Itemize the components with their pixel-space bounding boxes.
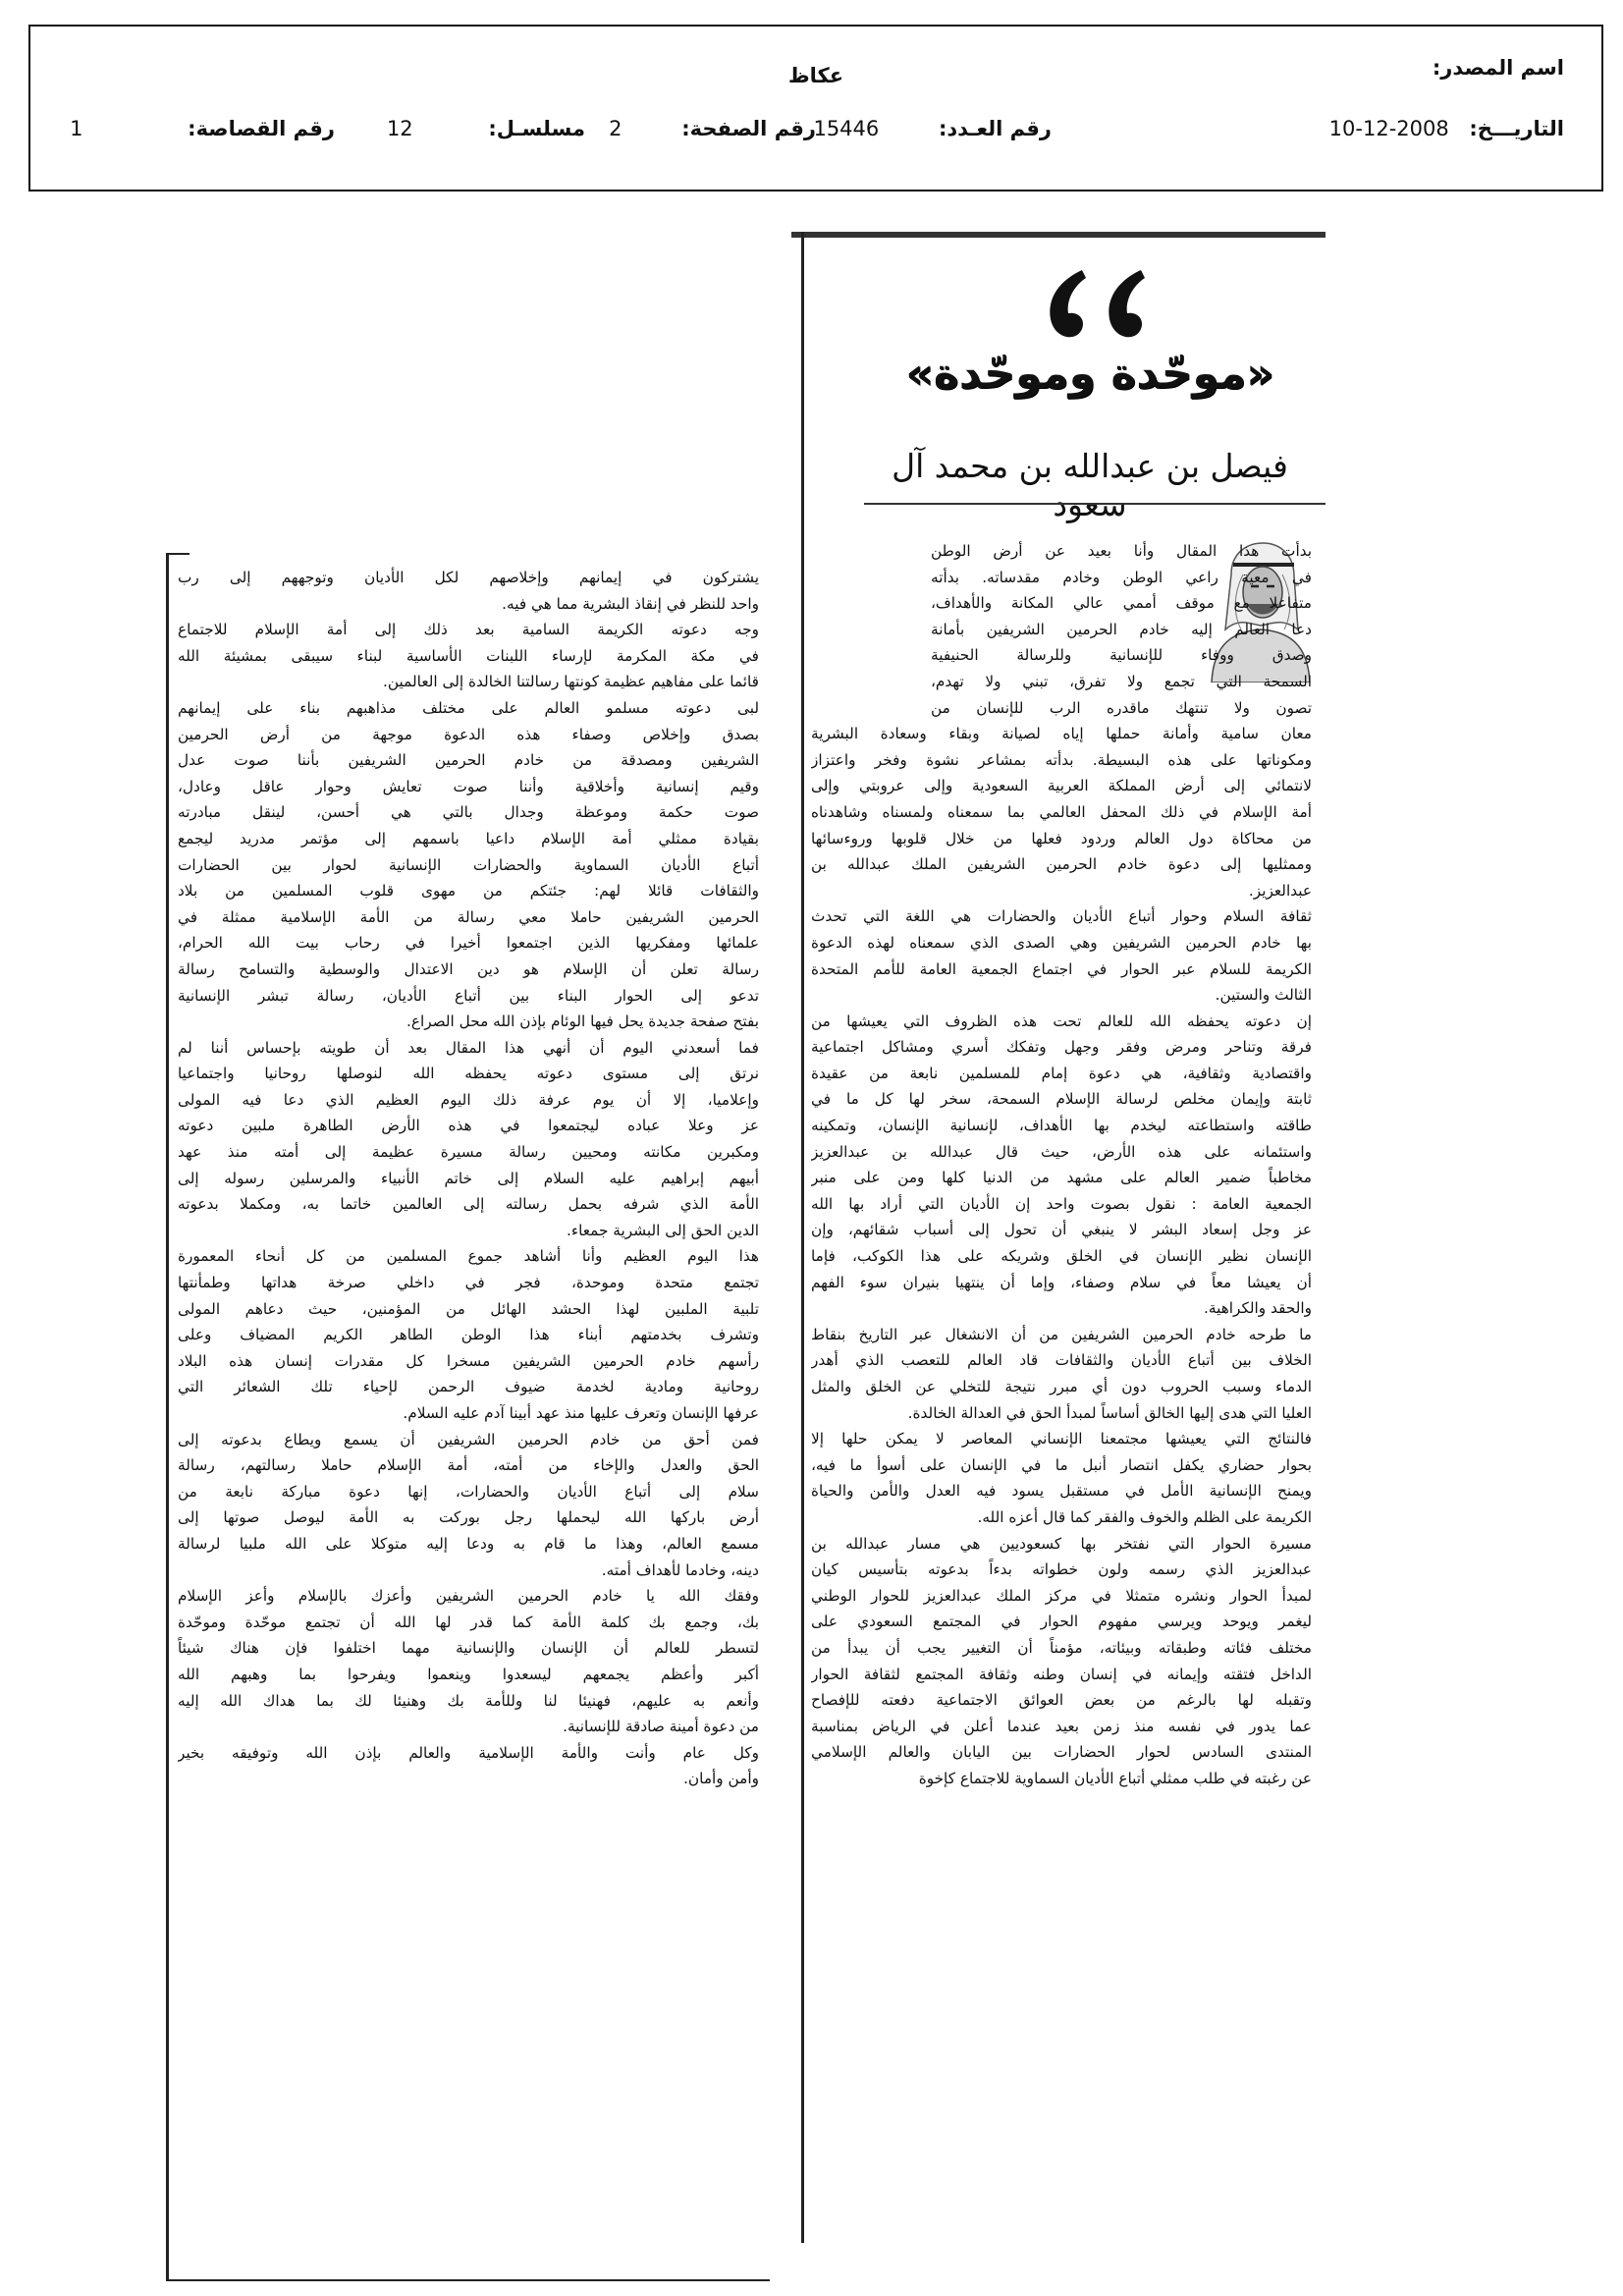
paragraph bbox=[811, 1009, 1312, 1322]
text-line: لبى دعوته مسلمو العالم على مختلف مذاهبهم بناء على إيمانهم bbox=[178, 698, 759, 717]
paragraph bbox=[178, 695, 759, 1035]
text-line: بك، وجمع بك كلمة الأمة كما قدر لها الله أن تجتمع موحّدة وموحّدة bbox=[178, 1613, 759, 1631]
text-line: فما أسعدني اليوم أن أنهي هذا المقال بعد أن طويته بإحساس أننا لم bbox=[178, 1038, 759, 1057]
text-line: عما يدور في نفسه منذ زمن بعيد عندما أعلن في الرياض بمناسبة bbox=[811, 1717, 1312, 1735]
article-title: «موحّدة وموحّدة» bbox=[905, 349, 1274, 399]
text-line: نرتق إلى مستوى دعوته يحفظه الله لنوصلها روحانيا واجتماعيا bbox=[178, 1065, 759, 1083]
text-line: ليغمر ويوحد ويرسي مفهوم الحوار في المجتمع السعودي على bbox=[811, 1613, 1312, 1631]
text-line: روحانية ومادية لخدمة ضيوف الرحمن لإحياء تلك الشعائر التي bbox=[178, 1378, 759, 1396]
text-line: فرقة وتناحر ومرض وفقر وجهل وتفكك أسري ومشاكل اجتماعية bbox=[811, 1038, 1312, 1057]
text-line: أرض باركها الله ليحملها رجل بوركت به الأمة ليوصل صوتها إلى bbox=[178, 1508, 759, 1527]
text-line: عرفها الإنسان وتعرف عليها منذ عهد أبينا آدم عليه السلام. bbox=[403, 1404, 759, 1422]
text-line: والحقد والكراهية. bbox=[1204, 1299, 1312, 1318]
article-top-rule bbox=[791, 232, 1325, 238]
right-column bbox=[811, 538, 1312, 1792]
text-line: بقيادة ممثلي أمة الإسلام داعيا باسمهم إلى مؤتمر مدريد ليجمع bbox=[178, 829, 759, 847]
text-line: إن دعوته يحفظه الله للعالم تحت هذه الظروف التي يعيشها من bbox=[811, 1011, 1312, 1030]
text-line: الشريفين ومصدقة من خادم الحرمين الشريفين بأننا صوت عدل bbox=[178, 751, 759, 770]
text-line: والثقافات قائلا لهم: جئتكم من مهوى قلوب المسلمين من بلاد bbox=[178, 882, 759, 901]
text-line: الداخل فتقته وإيمانه في إنسان وطنه وثقافة المجتمع لثقافة الحوار bbox=[811, 1665, 1312, 1683]
paragraph bbox=[178, 1427, 759, 1584]
author-rule bbox=[864, 503, 1325, 505]
paragraph bbox=[811, 1322, 1312, 1426]
left-column-top-rule bbox=[166, 553, 189, 555]
text-line: وكل عام وأنت والأمة الإسلامية والعالم بإذن الله وتوفيقه بخير bbox=[178, 1743, 759, 1762]
text-line: وفقك الله يا خادم الحرمين الشريفين وأعزك بالإسلام وأعز الإسلام bbox=[178, 1587, 759, 1606]
text-line: الجمعية العامة : نقول بصوت واحد إن الأديان التي أراد بها الله bbox=[811, 1194, 1312, 1213]
source-label: اسم المصدر: bbox=[1432, 56, 1564, 80]
text-line: الخلاف بين أتباع الأديان والثقافات قاد العالم للتعصب الذي أهدر bbox=[811, 1351, 1312, 1370]
right-column-rule bbox=[791, 232, 804, 2243]
text-line: ثقافة السلام وحوار أتباع الأديان والحضارات هي اللغة التي تحدث bbox=[811, 907, 1312, 926]
text-line: ويمنح الإنسانية الأمل في مستقبل يسود فيه العدل والأمن والحياة bbox=[811, 1482, 1312, 1501]
text-line: وقيم إنسانية وأخلاقية وأننا صوت تعايش وحوار عاقل وعادل، bbox=[178, 777, 759, 795]
text-line: مخاطباً ضمير العالم على مشهد من الدنيا كلها ومن على منبر bbox=[811, 1169, 1312, 1187]
text-line: وأنعم به عليهم، فهنيئا لنا وللأمة بك وهنيئا لك بما هداك الله إليه bbox=[178, 1691, 759, 1710]
text-line: بصدق وإخلاص وصفاء هذه الدعوة موجهة من أرض الحرمين bbox=[178, 725, 759, 743]
text-line: أن يعيشا معاً في سلام وصفاء، وإما أن ينتهيا بنيران سوء الفهم bbox=[811, 1273, 1312, 1291]
text-line: ثابتة وإيمان مخلص لرسالة الإسلام السمحة، سخر لها كل ما في bbox=[811, 1090, 1312, 1109]
text-line: مسيرة الحوار التي نفتخر بها كسعوديين هي مسار عبدالله بن bbox=[811, 1534, 1312, 1553]
text-line: وإعلاميا، إلا أن يوم عرفة ذلك اليوم العظيم الذي دعا فيه المولى bbox=[178, 1090, 759, 1109]
quote-mark-icon bbox=[1021, 260, 1149, 349]
text-line: وأمن وأمان. bbox=[683, 1770, 759, 1788]
paragraph bbox=[811, 538, 1312, 903]
text-line: متفاعلا مع موقف أممي عالي المكانة والأهداف، bbox=[931, 594, 1312, 613]
text-line: ومكوناتها على هذه البسيطة. بدأته بمشاعر نشوة وفخر واعتزاز bbox=[811, 750, 1312, 769]
text-line: أمة الإسلام في ذلك المحفل العالمي بما سمعناه ولمسناه وشاهدناه bbox=[811, 802, 1312, 821]
text-line: صوت حكمة وموعظة وجدال بالتي هي أحسن، لينقل مبادرته bbox=[178, 803, 759, 822]
text-line: معان سامية وأمانة حملها إياه لصيانة وبقاء وسعادة البشرية bbox=[811, 725, 1312, 743]
source-name: عكاظ bbox=[787, 64, 844, 87]
text-line: طاقته واستطاعته ليخدم بها الأهداف، لإنسانية الإنسان، وتمكينه bbox=[811, 1117, 1312, 1135]
text-line: دينه، وخادما لأهداف أمته. bbox=[601, 1560, 759, 1579]
paragraph bbox=[178, 565, 759, 617]
text-line: مختلف فئاته وطبقاته وبيئاته، مؤمناً أن التغيير يجب أن يبدأ من bbox=[811, 1638, 1312, 1657]
text-line: واستئمانه على هذه الأرض، حيث قال عبدالله بن عبدالعزيز bbox=[811, 1142, 1312, 1161]
text-line: علمائها ومفكريها الذين اجتمعوا أخيرا في رحاب بيت الله الحرام، bbox=[178, 934, 759, 953]
text-line: وجه دعوته الكريمة السامية بعد ذلك إلى أمة الإسلام للاجتماع bbox=[178, 621, 759, 639]
text-line: أتباع الأديان السماوية والحضارات الإنسانية لحوار بين الحضارات bbox=[178, 855, 759, 874]
text-line: عبدالعزيز. bbox=[1248, 881, 1312, 900]
text-line: وتشرف بخدمتهم أبناء هذا الوطن الطاهر الكريم المضياف وعلى bbox=[178, 1326, 759, 1344]
issue-field: رقم العـدد: 15446 bbox=[813, 117, 1052, 140]
text-line: بدأت هذا المقال وأنا بعيد عن أرض الوطن bbox=[931, 542, 1312, 560]
text-line: دعا العالم إليه خادم الحرمين الشريفين بأمانة bbox=[931, 620, 1312, 638]
text-line: هذا اليوم العظيم وأنا أشاهد جموع المسلمين من كل أنحاء المعمورة bbox=[178, 1247, 759, 1266]
text-line: من دعوة أمينة صادقة للإنسانية. bbox=[563, 1718, 759, 1736]
text-line: وصدق ووفاء للإنسانية وللرسالة الحنيفية bbox=[931, 646, 1312, 665]
text-line: بفتح صفحة جديدة يحل فيها الوئام بإذن الله محل الصراع. bbox=[406, 1012, 759, 1031]
text-line: عز وجل إسعاد البشر لا ينبغي أن تحول إلى أسباب شقائهم، وإن bbox=[811, 1221, 1312, 1239]
text-line: واقتصادية وثقافية، هي دعوة إمام للمسلمين نابعة من عقيدة bbox=[811, 1064, 1312, 1082]
text-line: لانتمائي إلى أرض المملكة العربية السعودية وإلى عروبتي وإلى bbox=[811, 777, 1312, 795]
text-line: رسالة تعلن أن الإسلام هو دين الاعتدال والوسطية والتسامح رسالة bbox=[178, 959, 759, 978]
text-line: الحق والعدل والإخاء من أمته، أمة الإسلام حاملا رسالتهم، رسالة bbox=[178, 1456, 759, 1475]
text-line: يشتركون في إيمانهم وإخلاصهم لكل الأديان وتوجههم إلى رب bbox=[178, 569, 759, 586]
text-line: الأمة الذي شرفه بحمل رسالته إلى العالمين خاتما به، ومكملا بدعوته bbox=[178, 1195, 759, 1214]
text-line: بها خادم الحرمين الشريفين وهي الصدى الذي سمعناه لهذه الدعوة bbox=[811, 933, 1312, 952]
paragraph bbox=[811, 903, 1312, 1008]
text-line: تجتمع متحدة وموحدة، فجر في داخلي صرخة هداتها وطمأنتها bbox=[178, 1274, 759, 1292]
text-line: فمن أحق من خادم الحرمين الشريفين أن يسمع ويطاع بدعوته إلى bbox=[178, 1430, 759, 1449]
author-name: فيصل بن عبدالله بن محمد آل سعود bbox=[892, 447, 1288, 523]
paragraph bbox=[178, 1243, 759, 1426]
text-line: لمبدأ الحوار ونشره متمثلا في مركز الملك عبدالعزيز للحوار الوطني bbox=[811, 1586, 1312, 1605]
text-line: في مكة المكرمة لإرساء اللبنات الأساسية لبناء سيبقى بمشيئة الله bbox=[178, 646, 759, 665]
text-line: الكريمة على الظلم والخوف والفقر كما قال أعزه الله. bbox=[977, 1507, 1312, 1526]
text-line: رأسهم خادم الحرمين الشريفين مسخرا كل مقدرات إنسان هذه البلاد bbox=[178, 1351, 759, 1370]
text-line: عن رغبته في طلب ممثلي أتباع الأديان السماوية للاجتماع كإخوة bbox=[918, 1769, 1312, 1787]
text-line: تصون ولا تنتهك ماقدره الرب للإنسان من bbox=[931, 698, 1312, 717]
text-line: تلبية الملبين لهذا الحشد الهائل من المؤمنين، حيث دعاهم المولى bbox=[178, 1299, 759, 1318]
text-line: لتسطر للعالم أن الإنسان والإنسانية مهما اختلفوا فإن هناك شيئاً bbox=[178, 1639, 759, 1658]
text-line: العليا التي هدى إليها الخالق أساساً لمبدأ الحق في العدالة الخالدة. bbox=[907, 1403, 1312, 1422]
text-line: الثالث والستين. bbox=[1215, 986, 1312, 1005]
text-line: أكبر وأعظم يجمعهم ليسعدوا وينعموا ويفرحوا بما وهبهم الله bbox=[178, 1665, 759, 1683]
text-line: في معية راعي الوطن وخادم مقدساته. بدأته bbox=[931, 568, 1312, 586]
text-line: من محاكاة دول العالم وردود فعلها من خلال قلوبها وروءسائها bbox=[811, 829, 1312, 847]
text-line: الدماء وسبب الحروب دون أي مبرر نتيجة للتخلي عن الخلق والمثل bbox=[811, 1378, 1312, 1395]
text-line: بحوار حضاري يكفل انتصار أنبل ما في الإنسان على أسوأ ما فيه، bbox=[811, 1455, 1312, 1474]
paragraph bbox=[811, 1426, 1312, 1530]
text-line: واحد للنظر في إنقاذ البشرية مما هي فيه. bbox=[502, 594, 759, 613]
text-line: ومكبرين مكانته ومحيين رسالة مسيرة عظيمة إلى أمته منذ عهد bbox=[178, 1143, 759, 1162]
text-line: الكريمة للسلام عبر الحوار في اجتماع الجمعية العامة للأمم المتحدة bbox=[811, 959, 1312, 978]
text-line: سلام إلى أتباع الأديان والحضارات، إنها دعوة مباركة نابعة من bbox=[178, 1482, 759, 1501]
paragraph bbox=[178, 617, 759, 695]
date-field: التاريـــخ: 10-12-2008 bbox=[1328, 117, 1564, 140]
text-line: تدعو إلى الحوار البناء بين أتباع الأديان، رسالة تبشر الإنسانية bbox=[178, 986, 759, 1005]
text-line: عبدالعزيز الذي رسمه ولون خطواته بدءاً بدعوته بتأسيس كيان bbox=[811, 1560, 1312, 1579]
paragraph bbox=[811, 1531, 1312, 1792]
clip-field: رقم القصاصة: 1 bbox=[70, 117, 335, 140]
paragraph bbox=[178, 1583, 759, 1740]
text-line: الحرمين الشريفين حاملا معي رسالة من الأمة الإسلامية ممثلة في bbox=[178, 907, 759, 926]
left-column bbox=[178, 565, 759, 1792]
text-line: فالنتائج التي يعيشها مجتمعنا الإنساني المعاصر لا يمكن حلها إلا bbox=[811, 1430, 1312, 1449]
paragraph bbox=[178, 1740, 759, 1792]
text-line: الدين الحق إلى البشرية جمعاء. bbox=[567, 1221, 759, 1239]
text-line: السمحة التي تجمع ولا تفرق، تبني ولا تهدم، bbox=[931, 672, 1312, 690]
serial-field: مسلسـل: 12 bbox=[386, 117, 585, 140]
text-line: وممثليها إلى دعوة خادم الحرمين الشريفين الملك عبدالله بن bbox=[811, 855, 1312, 874]
text-line: ما طرحه خادم الحرمين الشريفين من أن الانشغال عبر التاريخ بنقاط bbox=[811, 1325, 1312, 1343]
text-line: الإنسان نظير الإنسان في الخلق وشريكه على هذا الكوكب، فإما bbox=[811, 1247, 1312, 1266]
text-line: المنتدى السادس لحوار الحضارات بين اليابان والعالم الإسلامي bbox=[811, 1743, 1312, 1762]
page-field: رقم الصفحة: 2 bbox=[609, 117, 816, 140]
text-line: عز وعلا عباده ليجتمعوا في هذه الأرض الطاهرة ملبين دعوته bbox=[178, 1117, 759, 1135]
text-line: أبيهم إبراهيم عليه السلام إلى خاتم الأنبياء والمرسلين رسوله إلى bbox=[178, 1169, 759, 1187]
text-line: مسمع العالم، وهذا ما قام به ودعا إليه متوكلا على الله ملبيا لرسالة bbox=[178, 1534, 759, 1553]
clipping-header bbox=[28, 25, 1603, 191]
paragraph bbox=[178, 1035, 759, 1244]
text-line: وتقبله لها بالرغم من بعض العوائق الاجتماعية دفعته للإفصاح bbox=[811, 1691, 1312, 1710]
text-line: قائما على مفاهيم عظيمة كونتها رسالتنا الخالدة إلى العالمين. bbox=[383, 673, 759, 691]
